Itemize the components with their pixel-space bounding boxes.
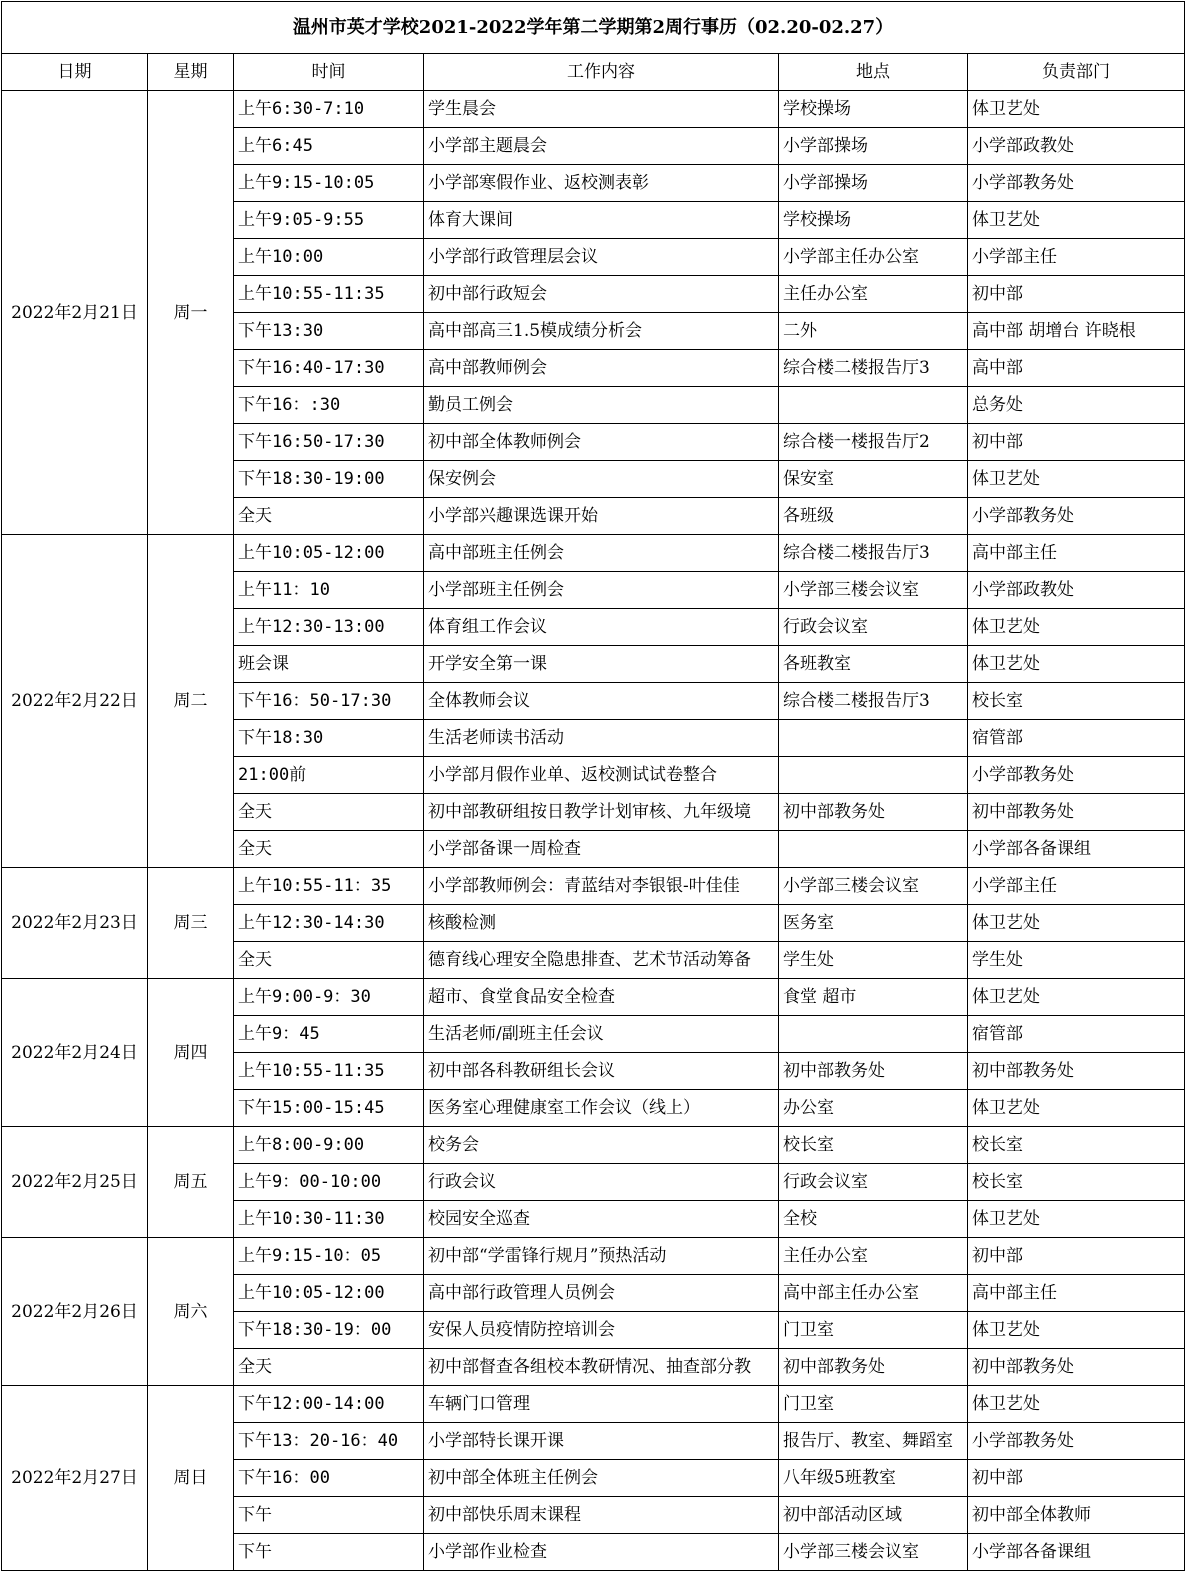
time-cell: 下午18:30-19:00	[234, 461, 424, 498]
content-cell: 行政会议	[424, 1164, 779, 1201]
time-cell: 班会课	[234, 646, 424, 683]
time-cell: 上午9：00-10:00	[234, 1164, 424, 1201]
dept-cell: 小学部各备课组	[968, 1534, 1185, 1571]
place-cell: 小学部三楼会议室	[779, 868, 968, 905]
table-row	[2, 979, 1185, 1016]
place-cell: 小学部操场	[779, 165, 968, 202]
content-cell: 小学部备课一周检查	[424, 831, 779, 868]
content-cell: 车辆门口管理	[424, 1386, 779, 1423]
time-cell: 全天	[234, 942, 424, 979]
content-cell: 医务室心理健康室工作会议（线上）	[424, 1090, 779, 1127]
time-cell: 上午9:00-9：30	[234, 979, 424, 1016]
time-cell: 上午10:00	[234, 239, 424, 276]
header-row	[2, 54, 1185, 91]
day-date-cell: 2022年2月22日	[2, 535, 148, 868]
header-place: 地点	[779, 54, 968, 91]
place-cell: 小学部主任办公室	[779, 239, 968, 276]
place-cell: 报告厅、教室、舞蹈室	[779, 1423, 968, 1460]
time-cell: 上午6:30-7:10	[234, 91, 424, 128]
day-weekday-cell: 周五	[148, 1127, 234, 1238]
content-cell: 体育组工作会议	[424, 609, 779, 646]
dept-cell: 初中部	[968, 1460, 1185, 1497]
dept-cell: 小学部政教处	[968, 128, 1185, 165]
time-cell: 全天	[234, 794, 424, 831]
content-cell: 小学部班主任例会	[424, 572, 779, 609]
content-cell: 初中部督查各组校本教研情况、抽查部分教	[424, 1349, 779, 1386]
day-weekday-cell: 周六	[148, 1238, 234, 1386]
schedule-table	[1, 1, 1185, 1571]
dept-cell: 小学部教务处	[968, 757, 1185, 794]
title-row	[2, 2, 1185, 54]
place-cell: 高中部主任办公室	[779, 1275, 968, 1312]
schedule-sheet	[1, 1, 1184, 1571]
dept-cell: 小学部教务处	[968, 1423, 1185, 1460]
dept-cell: 初中部	[968, 276, 1185, 313]
content-cell: 体育大课间	[424, 202, 779, 239]
content-cell: 德育线心理安全隐患排查、艺术节活动筹备	[424, 942, 779, 979]
time-cell: 上午11：10	[234, 572, 424, 609]
time-cell: 上午12:30-14:30	[234, 905, 424, 942]
time-cell: 上午9:15-10:05	[234, 165, 424, 202]
dept-cell: 高中部主任	[968, 535, 1185, 572]
dept-cell: 初中部全体教师	[968, 1497, 1185, 1534]
time-cell: 上午6:45	[234, 128, 424, 165]
dept-cell: 宿管部	[968, 720, 1185, 757]
content-cell: 初中部全体班主任例会	[424, 1460, 779, 1497]
dept-cell: 总务处	[968, 387, 1185, 424]
place-cell: 综合楼二楼报告厅3	[779, 350, 968, 387]
table-row	[2, 1386, 1185, 1423]
content-cell: 高中部教师例会	[424, 350, 779, 387]
place-cell: 全校	[779, 1201, 968, 1238]
day-date-cell: 2022年2月27日	[2, 1386, 148, 1571]
place-cell: 主任办公室	[779, 1238, 968, 1275]
time-cell: 下午	[234, 1497, 424, 1534]
time-cell: 下午	[234, 1534, 424, 1571]
time-cell: 下午13:30	[234, 313, 424, 350]
time-cell: 下午18:30	[234, 720, 424, 757]
content-cell: 生活老师/副班主任会议	[424, 1016, 779, 1053]
schedule-title: 温州市英才学校2021-2022学年第二学期第2周行事历（02.20-02.27）	[2, 2, 1185, 54]
place-cell: 学校操场	[779, 202, 968, 239]
content-cell: 初中部全体教师例会	[424, 424, 779, 461]
dept-cell: 初中部教务处	[968, 1349, 1185, 1386]
place-cell: 行政会议室	[779, 609, 968, 646]
content-cell: 小学部作业检查	[424, 1534, 779, 1571]
place-cell: 各班级	[779, 498, 968, 535]
table-row	[2, 1238, 1185, 1275]
place-cell	[779, 757, 968, 794]
schedule-body	[2, 91, 1185, 1571]
content-cell: 初中部行政短会	[424, 276, 779, 313]
dept-cell: 体卫艺处	[968, 646, 1185, 683]
time-cell: 下午16：00	[234, 1460, 424, 1497]
dept-cell: 体卫艺处	[968, 905, 1185, 942]
place-cell: 门卫室	[779, 1386, 968, 1423]
day-weekday-cell: 周二	[148, 535, 234, 868]
content-cell: 高中部行政管理人员例会	[424, 1275, 779, 1312]
place-cell: 各班教室	[779, 646, 968, 683]
time-cell: 下午16:50-17:30	[234, 424, 424, 461]
content-cell: 小学部特长课开课	[424, 1423, 779, 1460]
day-date-cell: 2022年2月21日	[2, 91, 148, 535]
content-cell: 小学部教师例会：青蓝结对李银银-叶佳佳	[424, 868, 779, 905]
day-date-cell: 2022年2月25日	[2, 1127, 148, 1238]
content-cell: 保安例会	[424, 461, 779, 498]
dept-cell: 小学部主任	[968, 239, 1185, 276]
time-cell: 全天	[234, 831, 424, 868]
time-cell: 上午10:05-12:00	[234, 535, 424, 572]
content-cell: 生活老师读书活动	[424, 720, 779, 757]
dept-cell: 高中部 胡增台 许晓根	[968, 313, 1185, 350]
day-date-cell: 2022年2月23日	[2, 868, 148, 979]
content-cell: 核酸检测	[424, 905, 779, 942]
day-date-cell: 2022年2月24日	[2, 979, 148, 1127]
content-cell: 学生晨会	[424, 91, 779, 128]
content-cell: 小学部兴趣课选课开始	[424, 498, 779, 535]
dept-cell: 小学部教务处	[968, 165, 1185, 202]
dept-cell: 体卫艺处	[968, 91, 1185, 128]
place-cell	[779, 387, 968, 424]
dept-cell: 小学部政教处	[968, 572, 1185, 609]
day-date-cell: 2022年2月26日	[2, 1238, 148, 1386]
place-cell: 初中部教务处	[779, 1053, 968, 1090]
day-weekday-cell: 周四	[148, 979, 234, 1127]
place-cell: 八年级5班教室	[779, 1460, 968, 1497]
dept-cell: 高中部主任	[968, 1275, 1185, 1312]
dept-cell: 体卫艺处	[968, 609, 1185, 646]
content-cell: 校园安全巡查	[424, 1201, 779, 1238]
time-cell: 下午16:40-17:30	[234, 350, 424, 387]
dept-cell: 初中部	[968, 424, 1185, 461]
place-cell: 学校操场	[779, 91, 968, 128]
content-cell: 开学安全第一课	[424, 646, 779, 683]
dept-cell: 体卫艺处	[968, 1386, 1185, 1423]
place-cell: 综合楼一楼报告厅2	[779, 424, 968, 461]
dept-cell: 高中部	[968, 350, 1185, 387]
table-row	[2, 1127, 1185, 1164]
place-cell: 学生处	[779, 942, 968, 979]
content-cell: 小学部主题晨会	[424, 128, 779, 165]
place-cell	[779, 1016, 968, 1053]
time-cell: 上午8:00-9:00	[234, 1127, 424, 1164]
content-cell: 小学部寒假作业、返校测表彰	[424, 165, 779, 202]
dept-cell: 体卫艺处	[968, 202, 1185, 239]
content-cell: 小学部行政管理层会议	[424, 239, 779, 276]
day-weekday-cell: 周一	[148, 91, 234, 535]
place-cell: 门卫室	[779, 1312, 968, 1349]
content-cell: 小学部月假作业单、返校测试试卷整合	[424, 757, 779, 794]
time-cell: 21:00前	[234, 757, 424, 794]
time-cell: 下午16：:30	[234, 387, 424, 424]
content-cell: 高中部高三1.5模成绩分析会	[424, 313, 779, 350]
dept-cell: 体卫艺处	[968, 979, 1185, 1016]
place-cell: 初中部教务处	[779, 794, 968, 831]
place-cell: 行政会议室	[779, 1164, 968, 1201]
time-cell: 下午12:00-14:00	[234, 1386, 424, 1423]
place-cell: 主任办公室	[779, 276, 968, 313]
place-cell: 初中部教务处	[779, 1349, 968, 1386]
dept-cell: 校长室	[968, 1127, 1185, 1164]
dept-cell: 学生处	[968, 942, 1185, 979]
time-cell: 上午10:30-11:30	[234, 1201, 424, 1238]
dept-cell: 初中部教务处	[968, 794, 1185, 831]
dept-cell: 小学部各备课组	[968, 831, 1185, 868]
content-cell: 勤员工例会	[424, 387, 779, 424]
day-weekday-cell: 周日	[148, 1386, 234, 1571]
content-cell: 校务会	[424, 1127, 779, 1164]
place-cell: 综合楼二楼报告厅3	[779, 535, 968, 572]
place-cell	[779, 720, 968, 757]
dept-cell: 初中部	[968, 1238, 1185, 1275]
table-row	[2, 535, 1185, 572]
time-cell: 上午9：45	[234, 1016, 424, 1053]
dept-cell: 校长室	[968, 1164, 1185, 1201]
place-cell: 二外	[779, 313, 968, 350]
dept-cell: 体卫艺处	[968, 1090, 1185, 1127]
header-time: 时间	[234, 54, 424, 91]
place-cell: 食堂 超市	[779, 979, 968, 1016]
time-cell: 上午9:15-10：05	[234, 1238, 424, 1275]
place-cell: 办公室	[779, 1090, 968, 1127]
day-weekday-cell: 周三	[148, 868, 234, 979]
place-cell: 综合楼二楼报告厅3	[779, 683, 968, 720]
place-cell: 初中部活动区域	[779, 1497, 968, 1534]
header-dept: 负责部门	[968, 54, 1185, 91]
time-cell: 上午10:05-12:00	[234, 1275, 424, 1312]
time-cell: 上午10:55-11：35	[234, 868, 424, 905]
dept-cell: 宿管部	[968, 1016, 1185, 1053]
time-cell: 上午12:30-13:00	[234, 609, 424, 646]
content-cell: 高中部班主任例会	[424, 535, 779, 572]
header-content: 工作内容	[424, 54, 779, 91]
place-cell: 校长室	[779, 1127, 968, 1164]
table-row	[2, 868, 1185, 905]
dept-cell: 体卫艺处	[968, 1201, 1185, 1238]
dept-cell: 小学部教务处	[968, 498, 1185, 535]
content-cell: 超市、食堂食品安全检查	[424, 979, 779, 1016]
dept-cell: 体卫艺处	[968, 1312, 1185, 1349]
dept-cell: 小学部主任	[968, 868, 1185, 905]
place-cell: 小学部三楼会议室	[779, 1534, 968, 1571]
header-weekday: 星期	[148, 54, 234, 91]
place-cell: 小学部操场	[779, 128, 968, 165]
place-cell: 医务室	[779, 905, 968, 942]
content-cell: 初中部教研组按日教学计划审核、九年级境	[424, 794, 779, 831]
time-cell: 下午16：50-17:30	[234, 683, 424, 720]
header-date: 日期	[2, 54, 148, 91]
content-cell: 初中部“学雷锋行规月”预热活动	[424, 1238, 779, 1275]
dept-cell: 校长室	[968, 683, 1185, 720]
place-cell: 小学部三楼会议室	[779, 572, 968, 609]
time-cell: 上午10:55-11:35	[234, 276, 424, 313]
content-cell: 安保人员疫情防控培训会	[424, 1312, 779, 1349]
time-cell: 全天	[234, 498, 424, 535]
table-row	[2, 91, 1185, 128]
time-cell: 下午15:00-15:45	[234, 1090, 424, 1127]
content-cell: 初中部快乐周末课程	[424, 1497, 779, 1534]
time-cell: 下午13：20-16：40	[234, 1423, 424, 1460]
place-cell: 保安室	[779, 461, 968, 498]
time-cell: 上午10:55-11:35	[234, 1053, 424, 1090]
dept-cell: 初中部教务处	[968, 1053, 1185, 1090]
time-cell: 上午9:05-9:55	[234, 202, 424, 239]
dept-cell: 体卫艺处	[968, 461, 1185, 498]
time-cell: 全天	[234, 1349, 424, 1386]
content-cell: 全体教师会议	[424, 683, 779, 720]
content-cell: 初中部各科教研组长会议	[424, 1053, 779, 1090]
time-cell: 下午18:30-19：00	[234, 1312, 424, 1349]
place-cell	[779, 831, 968, 868]
